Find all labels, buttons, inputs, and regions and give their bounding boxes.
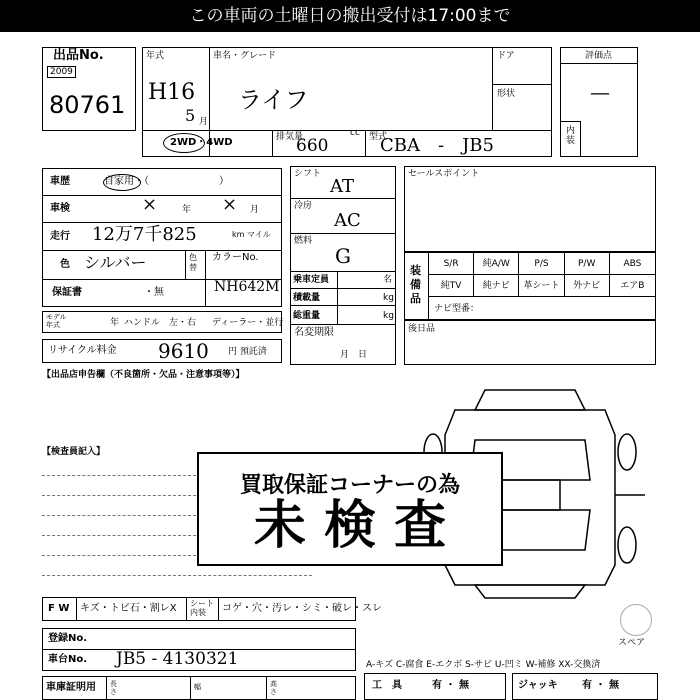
jack-label: ジャッキ [518, 680, 558, 691]
divider [291, 305, 395, 306]
dealer-label: ディーラー・並行 [212, 318, 284, 328]
divider [291, 324, 395, 325]
divider [492, 84, 551, 85]
model-value: CBA - JB5 [380, 135, 494, 156]
divider [291, 198, 395, 199]
equipment-grid [429, 253, 655, 297]
handle-label: ハンドル 左・右 [124, 318, 197, 328]
divider [580, 121, 581, 156]
name-label: 車名・グレード [213, 51, 277, 61]
gross-unit: kg [383, 311, 394, 321]
model-year-label: モデル年式 [46, 313, 67, 329]
displacement-unit: cc [350, 128, 360, 138]
model-label: 型式 [369, 132, 388, 142]
mileage-value: 12万7千825 [92, 224, 197, 245]
inspection-label: 車検 [50, 203, 70, 214]
seat-text: コゲ・穴・汚レ・シミ・破レ・スレ [222, 603, 382, 614]
tools-label: 工 具 [372, 680, 402, 691]
year-label: 年式 [146, 51, 165, 61]
lot-number-box [42, 47, 136, 131]
rating-label: 評価点 [585, 51, 613, 61]
certificate-col-width: 幅 [194, 683, 201, 691]
recycle-unit: 円 預託済 [228, 347, 267, 357]
certificate-col-length: 長さ [110, 680, 117, 696]
jack-value: 有 ・ 無 [582, 680, 619, 691]
divider [492, 48, 493, 130]
divider [291, 271, 395, 272]
equipment-item: P/S [519, 253, 564, 275]
divider [337, 271, 338, 324]
warranty-label: 保証書 [52, 287, 82, 298]
aftermarket-label: 後日品 [408, 324, 436, 334]
inspector-heading: 【検査員記入】 [42, 447, 106, 457]
equipment-label: 装備品 [410, 264, 421, 305]
sales-point-label: セールスポイント [408, 169, 480, 179]
year-value: H16 [148, 80, 196, 105]
divider [43, 250, 281, 251]
divider [291, 288, 395, 289]
ac-value: AC [334, 210, 361, 231]
inspection-month-mark: × [222, 194, 238, 215]
equipment-item: 純ナビ [474, 275, 519, 297]
stamp-line1: 買取保証コーナーの為 [239, 473, 460, 498]
divider [185, 250, 186, 279]
unchecked-stamp [197, 452, 503, 566]
color-no-label: カラーNo. [212, 252, 259, 263]
divider [43, 195, 281, 196]
spare-label: スペア [618, 638, 646, 648]
divider [106, 677, 107, 699]
fw-text: キズ・トビ石・割レX [80, 603, 177, 614]
rating-value: — [590, 80, 610, 104]
stamp-line2: 未 検 査 [253, 496, 447, 556]
lot-stamp: 2009 [47, 66, 76, 78]
warranty-options: ・無 [144, 287, 164, 298]
color-change-label: 色替 [189, 253, 197, 272]
expiry-label: 名変期限 [294, 327, 334, 338]
divider [205, 250, 206, 306]
chassis-value: JB5 - 4130321 [116, 649, 239, 669]
divider [272, 130, 273, 156]
registration-box [42, 628, 356, 650]
gross-label: 総重量 [293, 311, 321, 321]
divider [561, 121, 581, 122]
displacement-value: 660 [296, 136, 329, 156]
inspection-year-mark: × [142, 194, 158, 215]
divider [76, 598, 77, 620]
shift-label: シフト [294, 169, 322, 179]
inspection-year-unit: 年 [182, 205, 192, 215]
equipment-item: P/W [565, 253, 610, 275]
recycle-value: 9610 [158, 339, 209, 363]
divider [43, 222, 281, 223]
name-value: ライフ [238, 86, 309, 114]
equipment-item: 革シート [519, 275, 564, 297]
lot-label: 出品No. [53, 48, 104, 63]
drive-options: 2WD・4WD [170, 137, 233, 148]
load-label: 積載量 [293, 293, 321, 303]
history-options: 自家用・（ ） [104, 176, 229, 187]
declaration-heading: 【出品店申告欄（不良箇所・欠品・注意事項等）】 [42, 370, 245, 380]
fuel-label: 燃料 [294, 236, 313, 246]
spare-tire-icon [620, 604, 652, 636]
divider [365, 130, 366, 156]
displacement-label: 排気量 [276, 132, 304, 142]
color-no-value: NH642M [214, 279, 280, 295]
aftermarket-box [404, 320, 656, 365]
navi-model-label: ナビ型番： [434, 304, 480, 314]
chassis-label: 車台No. [48, 654, 88, 665]
divider [218, 598, 219, 620]
history-label: 車歴 [50, 176, 70, 187]
door-label: ドア [497, 51, 515, 61]
equipment-item: 純TV [429, 275, 474, 297]
certificate-col-height: 高さ [270, 680, 277, 696]
damage-legend: A-キズ C-腐食 E-エクボ S-サビ U-凹ミ W-補修 XX-交換済 [366, 660, 601, 670]
fw-label: F W [48, 603, 70, 614]
equipment-item: 純A/W [474, 253, 519, 275]
registration-label: 登録No. [48, 633, 88, 644]
divider [190, 677, 191, 699]
certificate-label: 車庫証明用 [46, 682, 96, 693]
month-value: 5 [185, 106, 196, 125]
tools-value: 有 ・ 無 [432, 680, 469, 691]
divider [291, 233, 395, 234]
model-year-unit: 年 [110, 318, 120, 328]
mileage-label: 走行 [50, 231, 70, 242]
mileage-unit: km マイル [232, 230, 271, 239]
private-use-circle [103, 174, 141, 191]
equipment-item: エアB [610, 275, 655, 297]
expiry-unit: 月 日 [340, 350, 368, 360]
lot-number: 80761 [49, 91, 126, 119]
color-label: 色 [60, 259, 70, 270]
seat-label: シート内装 [190, 599, 214, 617]
divider [186, 598, 187, 620]
inspection-month-unit: 月 [250, 205, 260, 215]
ac-label: 冷房 [294, 201, 313, 211]
fuel-value: G [335, 244, 351, 268]
equipment-item: ABS [610, 253, 655, 275]
divider [561, 63, 637, 64]
capacity-label: 乗車定員 [293, 275, 330, 285]
divider [266, 677, 267, 699]
month-unit: 月 [199, 117, 209, 127]
shape-label: 形状 [497, 89, 516, 99]
color-value: シルバー [84, 253, 147, 272]
shift-value: AT [330, 176, 355, 197]
equipment-item: S/R [429, 253, 474, 275]
recycle-label: リサイクル料金 [48, 345, 117, 356]
top-banner: この車両の土曜日の搬出受付は17:00まで [0, 0, 700, 32]
load-unit: kg [383, 293, 394, 303]
divider [143, 130, 551, 131]
interior-label: 内装 [566, 126, 576, 146]
capacity-unit: 名 [383, 275, 393, 285]
drive-selected-circle [163, 133, 205, 153]
equipment-item: 外ナビ [565, 275, 610, 297]
inspector-line [42, 575, 312, 576]
